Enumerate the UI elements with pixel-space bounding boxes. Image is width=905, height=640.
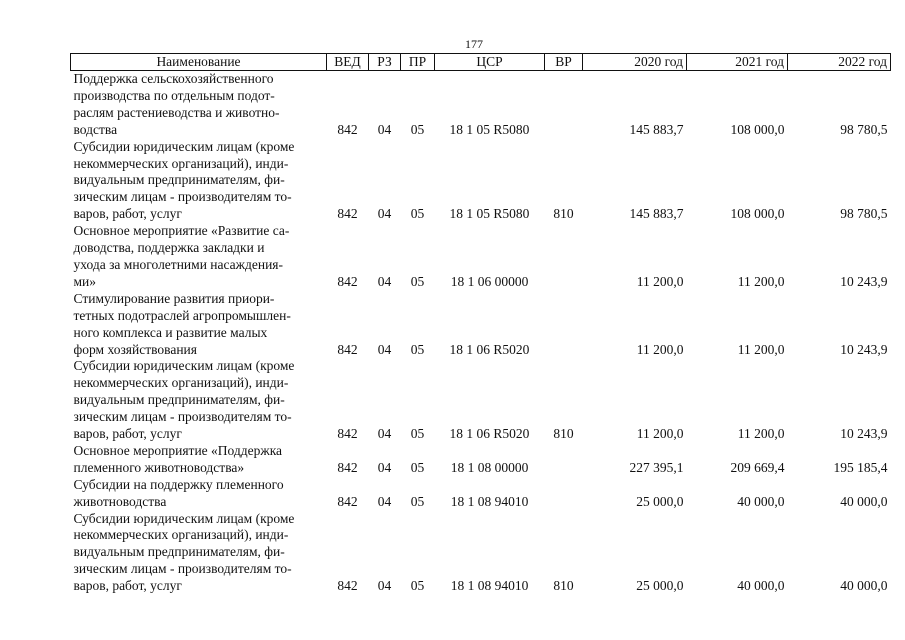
ved-cell: 842 [337,273,358,289]
amount-2020-cell: 25 000,0 [636,493,684,509]
header-2020: 2020 год [583,54,687,71]
pr-cell: 05 [410,121,425,137]
amount-2021-cell: 40 000,0 [737,578,785,594]
row-name-line: зическим лицам - производителям то- [73,409,292,425]
row-name-line: Субсидии юридическим лицам (кроме [73,358,295,374]
row-name-line: видуальным предпринимателям, фи- [73,544,285,560]
amount-2022-cell: 10 243,9 [840,273,888,289]
pr-cell: 05 [410,341,425,357]
page-number: 177 [465,37,483,51]
amount-2020-cell: 11 200,0 [636,341,684,357]
header-2022: 2022 год [788,54,891,71]
header-2021: 2021 год [687,54,788,71]
ved-cell: 842 [337,121,358,137]
pr-cell: 05 [410,459,425,475]
pr-cell: 05 [410,493,425,509]
amount-2021-cell: 108 000,0 [730,206,785,222]
header-vr: ВР [545,54,583,71]
ved-cell: 842 [337,426,358,442]
header-name: Наименование [71,54,327,71]
row-name-cell [71,477,327,511]
rz-cell: 04 [377,341,392,357]
row-name-line: ухода за многолетними насаждения- [73,256,284,272]
amount-2021-cell: 209 669,4 [730,459,785,475]
csr-cell: 18 1 05 R5080 [449,121,530,137]
amount-2021-cell: 11 200,0 [737,273,785,289]
ved-cell: 842 [337,459,358,475]
row-name-line: форм хозяйствования [73,341,197,357]
amount-2021-cell: 108 000,0 [730,121,785,137]
table-row [71,139,891,224]
header-pr: ПР [401,54,435,71]
row-name-line: некоммерческих организаций), инди- [73,375,289,391]
row-name-cell [71,71,327,139]
row-name-line: производства по отдельным подот- [73,87,275,103]
header-ved: ВЕД [327,54,369,71]
amount-2022-cell: 98 780,5 [840,121,888,137]
row-name-line: Субсидии на поддержку племенного [73,476,284,492]
pr-cell: 05 [410,206,425,222]
budget-table [70,53,891,595]
row-name-line: ми» [73,273,97,289]
rz-cell: 04 [377,426,392,442]
amount-2020-cell: 25 000,0 [636,578,684,594]
vr-cell: 810 [553,578,574,594]
row-name-line: водства [73,121,118,137]
ved-cell: 842 [337,493,358,509]
vr-cell [545,291,583,359]
header-rz: РЗ [369,54,401,71]
row-name-line: видуальным предпринимателям, фи- [73,172,285,188]
amount-2022-cell: 10 243,9 [840,426,888,442]
amount-2022-cell: 40 000,0 [840,578,888,594]
vr-cell [545,477,583,511]
amount-2021-cell: 11 200,0 [737,426,785,442]
rz-cell: 04 [377,121,392,137]
row-name-line: варов, работ, услуг [73,578,182,594]
csr-cell: 18 1 06 R5020 [449,426,530,442]
table-row [71,511,891,596]
row-name-line: зическим лицам - производителям то- [73,189,292,205]
table-row [71,71,891,139]
amount-2020-cell: 145 883,7 [629,206,684,222]
row-name-line: варов, работ, услуг [73,426,182,442]
vr-cell: 810 [553,426,574,442]
amount-2022-cell: 10 243,9 [840,341,888,357]
row-name-line: Субсидии юридическим лицам (кроме [73,510,295,526]
row-name-line: тетных подотраслей агропромышлен- [73,307,291,323]
table-row [71,443,891,477]
amount-2021-cell: 11 200,0 [737,341,785,357]
row-name-line: варов, работ, услуг [73,206,182,222]
csr-cell: 18 1 08 94010 [450,493,529,509]
csr-cell: 18 1 08 94010 [450,578,529,594]
ved-cell: 842 [337,341,358,357]
table-row [71,477,891,511]
vr-cell [545,223,583,291]
pr-cell: 05 [410,426,425,442]
rz-cell: 04 [377,459,392,475]
amount-2022-cell: 40 000,0 [840,493,888,509]
row-name-cell [71,443,327,477]
vr-cell [545,443,583,477]
table-body [71,71,891,596]
amount-2020-cell: 145 883,7 [629,121,684,137]
row-name-line: раслям растениеводства и животно- [73,104,280,120]
row-name-line: животноводства [73,493,167,509]
pr-cell: 05 [410,273,425,289]
row-name-line: доводства, поддержка закладки и [73,240,265,256]
row-name-line: Субсидии юридическим лицам (кроме [73,138,295,154]
csr-cell: 18 1 05 R5080 [449,206,530,222]
ved-cell: 842 [337,206,358,222]
amount-2021-cell: 40 000,0 [737,493,785,509]
table-row [71,223,891,291]
csr-cell: 18 1 06 00000 [450,273,529,289]
table-row [71,358,891,443]
row-name-line: некоммерческих организаций), инди- [73,527,289,543]
row-name-line: Поддержка сельскохозяйственного [73,71,274,86]
row-name-line: Стимулирование развития приори- [73,290,275,306]
header-csr: ЦСР [435,54,545,71]
rz-cell: 04 [377,493,392,509]
vr-cell [545,71,583,139]
row-name-line: Основное мероприятие «Развитие са- [73,223,290,239]
row-name-cell [71,358,327,443]
rz-cell: 04 [377,578,392,594]
csr-cell: 18 1 08 00000 [450,459,529,475]
amount-2022-cell: 195 185,4 [833,459,888,475]
table-header-row [71,54,891,71]
row-name-line: некоммерческих организаций), инди- [73,155,289,171]
amount-2022-cell: 98 780,5 [840,206,888,222]
csr-cell: 18 1 06 R5020 [449,341,530,357]
row-name-cell [71,511,327,596]
row-name-cell [71,139,327,224]
amount-2020-cell: 227 395,1 [629,459,684,475]
row-name-cell [71,223,327,291]
rz-cell: 04 [377,273,392,289]
row-name-line: видуальным предпринимателям, фи- [73,392,285,408]
row-name-line: зическим лицам - производителям то- [73,561,292,577]
row-name-line: ного комплекса и развитие малых [73,324,268,340]
pr-cell: 05 [410,578,425,594]
row-name-line: Основное мероприятие «Поддержка [73,442,283,458]
vr-cell: 810 [553,206,574,222]
row-name-cell [71,291,327,359]
table-row [71,291,891,359]
ved-cell: 842 [337,578,358,594]
row-name-line: племенного животноводства» [73,459,245,475]
amount-2020-cell: 11 200,0 [636,273,684,289]
amount-2020-cell: 11 200,0 [636,426,684,442]
rz-cell: 04 [377,206,392,222]
